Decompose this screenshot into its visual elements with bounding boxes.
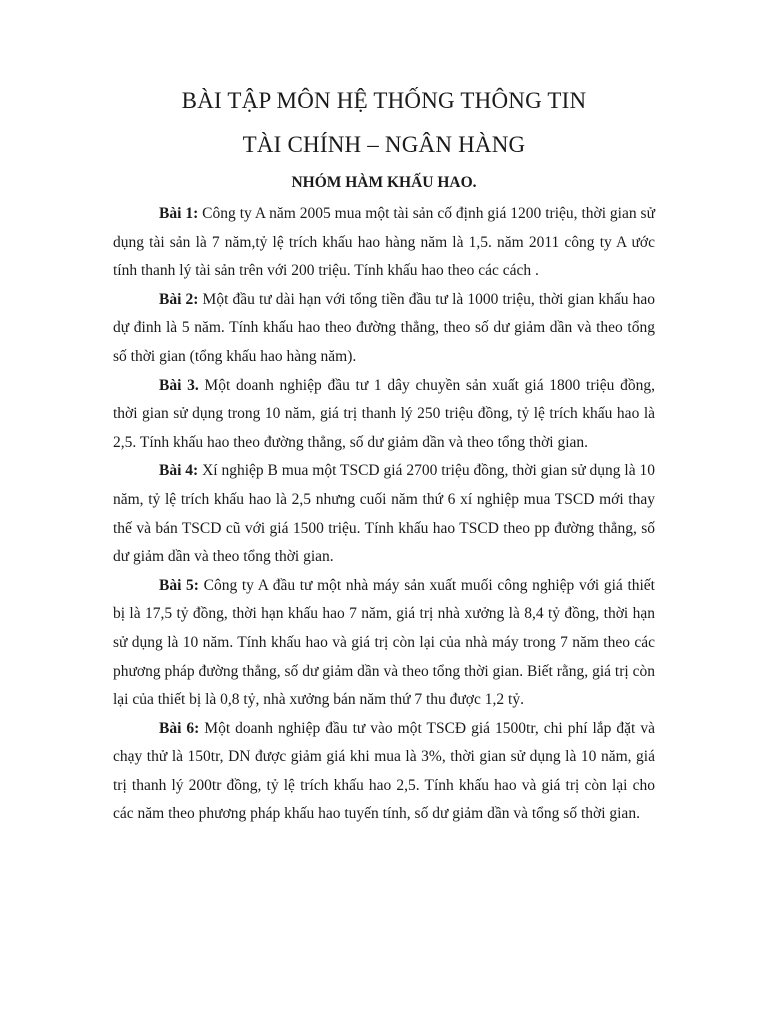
exercise-4 [113,457,655,571]
exercise-2 [113,286,655,372]
exercise-6 [113,715,655,829]
exercise-6-label: Bài 6: [159,719,200,737]
exercise-1-label: Bài 1: [159,205,199,222]
section-heading: NHÓM HÀM KHẤU HAO. [291,174,477,191]
exercise-3 [113,372,655,458]
exercise-list [113,200,655,829]
exercise-5 [113,572,655,715]
exercise-1-text: Công ty A năm 2005 mua một tài sản cố định giá 1200 triệu, thời gian sử dụng tài sản là 7 năm,tỷ lệ trích khấu hao hàng năm là 1,5. năm 2011 công ty A ước tính thanh lý tài sản trên với 200 triệu. Tính khấu hao theo các cách . [113,205,655,280]
exercise-4-text: Xí nghiệp B mua một TSCD giá 2700 triệu đồng, thời gian sử dụng là 10 năm, tỷ lệ trích khấu hao là 2,5 nhưng cuối năm thứ 6 xí nghiệp mua TSCD mới thay thế và bán TSCD cũ với giá 1500 triệu. Tính khấu hao TSCD theo pp đường thẳng, số dư giảm dần và theo tổng thời gian. [113,462,655,566]
exercise-5-label: Bài 5: [159,576,199,594]
document-title-line-2: TÀI CHÍNH – NGÂN HÀNG [242,132,526,157]
exercise-2-label: Bài 2: [159,290,199,308]
document-title-line-1: BÀI TẬP MÔN HỆ THỐNG THÔNG TIN [181,88,587,113]
exercise-1 [113,200,655,286]
exercise-5-text: Công ty A đầu tư một nhà máy sản xuất muối công nghiệp với giá thiết bị là 17,5 tỷ đồng, thời hạn khấu hao 7 năm, giá trị nhà xưởng là 8,4 tỷ đồng, thời hạn sử dụng là 10 năm. Tính khấu hao và giá trị còn lại của nhà máy trong 7 năm theo các phương pháp đường thẳng, số dư giảm dần và theo tổng thời gian. Biết rằng, giá trị còn lại của thiết bị là 0,8 tỷ, nhà xưởng bán năm thứ 7 thu được 1,2 tỷ. [113,576,655,709]
exercise-2-text: Một đầu tư dài hạn với tổng tiền đầu tư là 1000 triệu, thời gian khấu hao dự đinh là 5 năm. Tính khấu hao theo đường thẳng, theo số dư giảm dần và theo tổng số thời gian (tổng khấu hao hàng năm). [113,290,655,365]
exercise-3-text: Một doanh nghiệp đầu tư 1 dây chuyền sản xuất giá 1800 triệu đồng, thời gian sử dụng trong 10 năm, giá trị thanh lý 250 triệu đồng, tỷ lệ trích khấu hao là 2,5. Tính khấu hao theo đường thẳng, số dư giảm dần và theo tổng thời gian. [113,376,655,451]
exercise-3-label: Bài 3. [159,376,199,394]
exercise-4-label: Bài 4: [159,462,199,480]
exercise-6-text: Một doanh nghiệp đầu tư vào một TSCĐ giá 1500tr, chi phí lắp đặt và chạy thử là 150tr, DN được giảm giá khi mua là 3%, thời gian sử dụng là 10 năm, giá trị thanh lý 200tr đồng, tỷ lệ trích khấu hao 2,5. Tính khấu hao và giá trị còn lại cho các năm theo phương pháp khấu hao tuyến tính, số dư giảm dần và tổng số thời gian. [113,719,655,823]
